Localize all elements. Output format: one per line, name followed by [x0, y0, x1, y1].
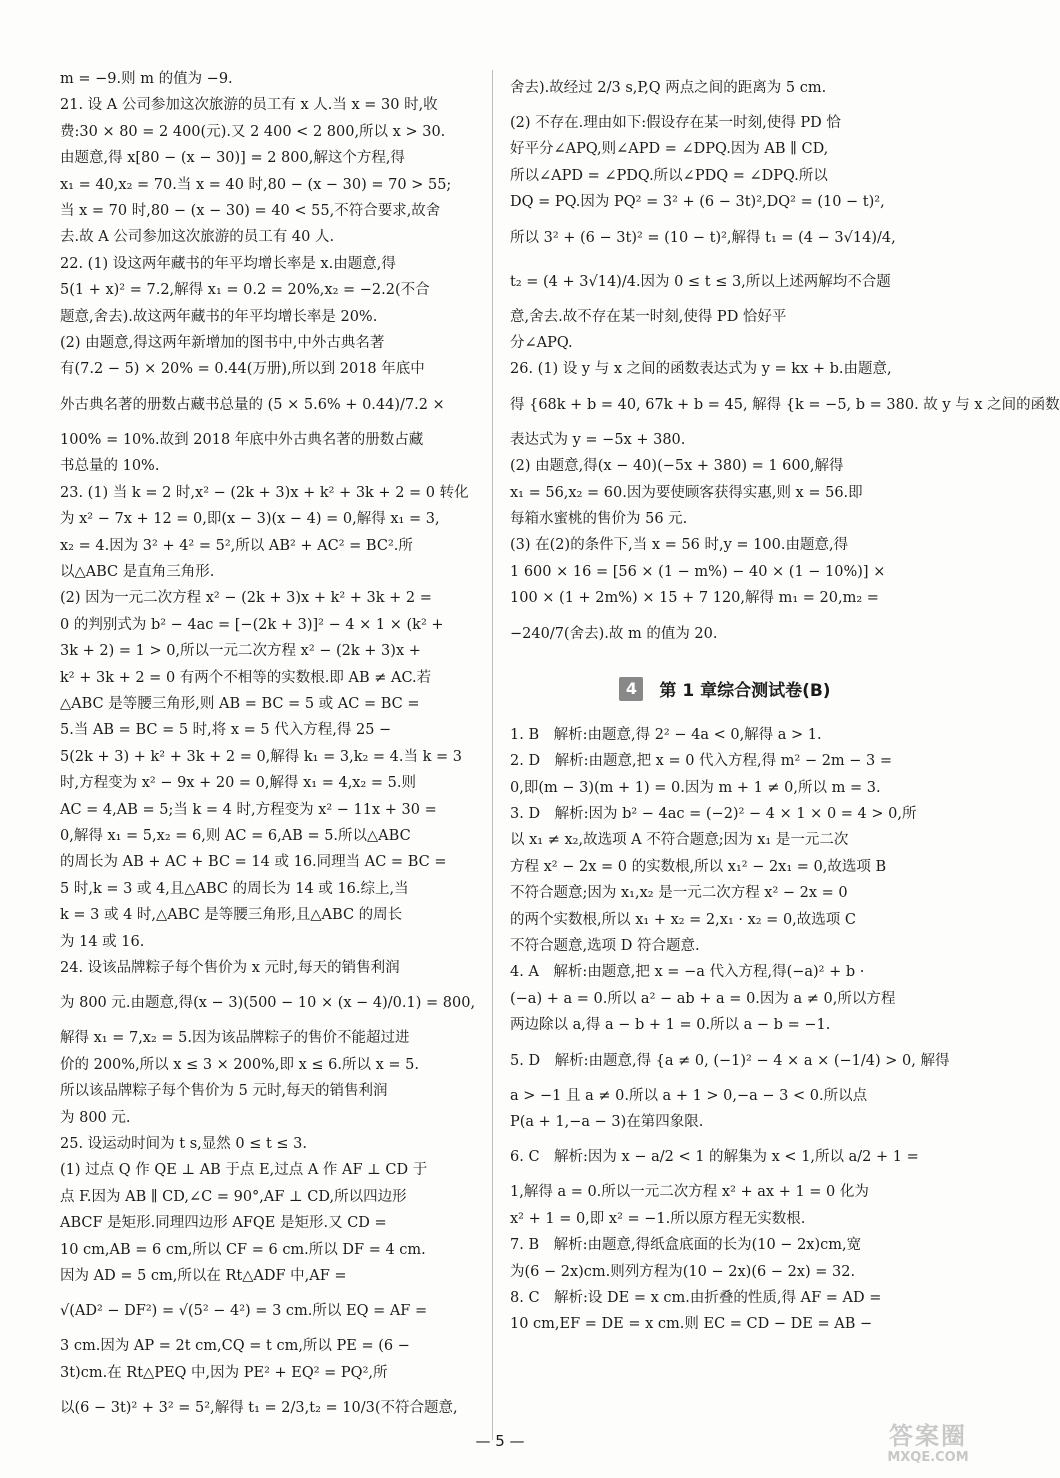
- text-line: 去.故 A 公司参加这次旅游的员工有 40 人.: [60, 229, 335, 246]
- text-line: k = 3 或 4 时,△ABC 是等腰三角形,且△ABC 的周长: [60, 907, 403, 924]
- text-line: √(AD² − DF²) = √(5² − 4²) = 3 cm.所以 EQ = AF =: [60, 1303, 428, 1320]
- text-line: 为 x² − 7x + 12 = 0,即(x − 3)(x − 4) = 0,解得 x₁ = 3,: [60, 511, 440, 528]
- watermark-logo: [868, 1422, 988, 1470]
- text-line: 5.当 AB = BC = 5 时,将 x = 5 代入方程,得 25 −: [60, 722, 392, 739]
- text-line: 意,舍去.故不存在某一时刻,使得 PD 恰好平: [510, 308, 787, 325]
- text-line: 23. (1) 当 k = 2 时,x² − (2k + 3)x + k² + 3k + 2 = 0 转化: [60, 484, 469, 501]
- text-line: k² + 3k + 2 = 0 有两个不相等的实数根.即 AB ≠ AC.若: [60, 669, 432, 686]
- text-line: a > −1 且 a ≠ 0.所以 a + 1 > 0,−a − 3 < 0.所以点: [510, 1087, 868, 1104]
- text-line: −240/7(舍去).故 m 的值为 20.: [510, 625, 718, 642]
- text-line: △ABC 是等腰三角形,则 AB = BC = 5 或 AC = BC =: [60, 695, 420, 712]
- left-column: [60, 66, 480, 1430]
- text-line: 不符合题意,选项 D 符合题意.: [510, 937, 700, 954]
- section-heading: [510, 656, 940, 722]
- text-line: 解得 x₁ = 7,x₂ = 5.因为该品牌粽子的售价不能超过进: [60, 1030, 410, 1047]
- text-line: (2) 因为一元二次方程 x² − (2k + 3)x + k² + 3k + 2 =: [60, 590, 432, 607]
- text-line: 方程 x² − 2x = 0 的实数根,所以 x₁² − 2x₁ = 0,故选项 B: [510, 858, 887, 875]
- text-line: 1. B 解析:由题意,得 2² − 4a < 0,解得 a > 1.: [510, 726, 822, 743]
- text-line: 好平分∠APQ,则∠APD = ∠DPQ.因为 AB ∥ CD,: [510, 141, 829, 158]
- text-line: 3k + 2) = 1 > 0,所以一元二次方程 x² − (2k + 3)x +: [60, 643, 421, 660]
- text-line: 5. D 解析:由题意,得 {a ≠ 0, (−1)² − 4 × a × (−1/4) > 0, 解得: [510, 1052, 950, 1069]
- continued-solutions: [510, 66, 1060, 656]
- text-line: ABCF 是矩形.同理四边形 AFQE 是矩形.又 CD =: [60, 1215, 387, 1232]
- text-line: 24. 设该品牌粽子每个售价为 x 元时,每天的销售利润: [60, 960, 400, 976]
- text-line: 3. D 解析:因为 b² − 4ac = (−2)² − 4 × 1 × 0 = 4 > 0,所: [510, 805, 917, 822]
- text-line: 3 cm.因为 AP = 2t cm,CQ = t cm,所以 PE = (6 −: [60, 1338, 410, 1355]
- text-line: 外古典名著的册数占藏书总量的 (5 × 5.6% + 0.44)/7.2 ×: [60, 396, 445, 413]
- text-line: (3) 在(2)的条件下,当 x = 56 时,y = 100.由题意,得: [510, 537, 849, 554]
- text-line: 10 cm,AB = 6 cm,所以 CF = 6 cm.所以 DF = 4 cm.: [60, 1241, 426, 1258]
- text-line: 的周长为 AB + AC + BC = 14 或 16.同理当 AC = BC =: [60, 854, 447, 871]
- text-line: x₂ = 4.因为 3² + 4² = 5²,所以 AB² + AC² = BC².所: [60, 537, 413, 554]
- text-line: 0,即(m − 3)(m + 1) = 0.因为 m + 1 ≠ 0,所以 m = 3.: [510, 779, 881, 796]
- text-line: 10 cm,EF = DE = x cm.则 EC = CD − DE = AB −: [510, 1316, 873, 1333]
- text-line: 所以∠APD = ∠PDQ.所以∠PDQ = ∠DPQ.所以: [510, 167, 828, 184]
- text-line: 100% = 10%.故到 2018 年底中外古典名著的册数占藏: [60, 431, 424, 448]
- text-line: 题意,舍去).故这两年藏书的年平均增长率是 20%.: [60, 308, 378, 325]
- text-line: 表达式为 y = −5x + 380.: [510, 431, 686, 448]
- text-line: 以 x₁ ≠ x₂,故选项 A 不符合题意;因为 x₁ 是一元二次: [510, 832, 849, 849]
- text-line: 4. A 解析:由题意,把 x = −a 代入方程,得(−a)² + b ·: [510, 964, 865, 981]
- text-line: 8. C 解析:设 DE = x cm.由折叠的性质,得 AF = AD =: [510, 1290, 882, 1306]
- page-number: — 5 —: [475, 1432, 525, 1450]
- section-title: 第 1 章综合测试卷(B): [659, 681, 831, 702]
- right-column: [510, 66, 1060, 1338]
- text-line: 7. B 解析:由题意,得纸盒底面的长为(10 − 2x)cm,宽: [510, 1237, 862, 1254]
- text-line: 时,方程变为 x² − 9x + 20 = 0,解得 x₁ = 4,x₂ = 5.则: [60, 775, 416, 792]
- text-line: t₂ = (4 + 3√14)/4.因为 0 ≤ t ≤ 3,所以上述两解均不合题: [510, 273, 891, 290]
- text-line: 22. (1) 设这两年藏书的年平均增长率是 x.由题意,得: [60, 255, 396, 272]
- text-line: 每箱水蜜桃的售价为 56 元.: [510, 511, 688, 528]
- text-line: 得 {68k + b = 40, 67k + b = 45, 解得 {k = −5, b = 380. 故 y 与 x 之间的函数: [510, 396, 1060, 413]
- text-line: 100 × (1 + 2m%) × 15 + 7 120,解得 m₁ = 20,m₂ =: [510, 590, 879, 607]
- text-line: (−a) + a = 0.所以 a² − ab + a = 0.因为 a ≠ 0,所以方程: [510, 990, 896, 1007]
- text-line: 3t)cm.在 Rt△PEQ 中,因为 PE² + EQ² = PQ²,所: [60, 1364, 388, 1381]
- watermark-url: MXQE.COM: [887, 1450, 969, 1465]
- text-line: 6. C 解析:因为 x − a/2 < 1 的解集为 x < 1,所以 a/2 + 1 =: [510, 1149, 919, 1166]
- text-line: 书总量的 10%.: [60, 458, 160, 475]
- text-line: 以△ABC 是直角三角形.: [60, 563, 215, 580]
- text-line: 为 800 元.: [60, 1109, 131, 1126]
- text-line: 25. 设运动时间为 t s,显然 0 ≤ t ≤ 3.: [60, 1136, 307, 1153]
- text-line: 以(6 − 3t)² + 3² = 5²,解得 t₁ = 2/3,t₂ = 10/3(不符合题意,: [60, 1400, 458, 1417]
- text-line: 价的 200%,所以 x ≤ 3 × 200%,即 x ≤ 6.所以 x = 5.: [60, 1056, 419, 1073]
- text-line: (2) 不存在.理由如下:假设存在某一时刻,使得 PD 恰: [510, 115, 841, 131]
- text-line: P(a + 1,−a − 3)在第四象限.: [510, 1113, 704, 1130]
- text-line: (1) 过点 Q 作 QE ⊥ AB 于点 E,过点 A 作 AF ⊥ CD 于: [60, 1162, 428, 1179]
- text-line: 1 600 × 16 = [56 × (1 − m%) − 40 × (1 − 10%)] ×: [510, 563, 886, 580]
- text-line: 所以该品牌粽子每个售价为 5 元时,每天的销售利润: [60, 1083, 388, 1100]
- text-line: 2. D 解析:由题意,把 x = 0 代入方程,得 m² − 2m − 3 =: [510, 753, 893, 770]
- text-line: 点 F.因为 AB ∥ CD,∠C = 90°,AF ⊥ CD,所以四边形: [60, 1188, 407, 1205]
- text-line: 当 x = 70 时,80 − (x − 30) = 40 < 55,不符合要求,故舍: [60, 203, 441, 220]
- column-divider: [492, 70, 493, 1440]
- text-line: AC = 4,AB = 5;当 k = 4 时,方程变为 x² − 11x + 30 =: [60, 801, 437, 818]
- text-line: 26. (1) 设 y 与 x 之间的函数表达式为 y = kx + b.由题意,: [510, 361, 892, 378]
- text-line: 费:30 × 80 = 2 400(元).又 2 400 < 2 800,所以 x > 30.: [60, 123, 446, 140]
- text-line: 由题意,得 x[80 − (x − 30)] = 2 800,解这个方程,得: [60, 150, 405, 167]
- text-line: 为 800 元.由题意,得(x − 3)(500 − 10 × (x − 4)/0.1) = 800,: [60, 995, 476, 1012]
- text-line: 5(1 + x)² = 7.2,解得 x₁ = 0.2 = 20%,x₂ = −2.2(不合: [60, 282, 430, 299]
- text-line: x² + 1 = 0,即 x² = −1.所以原方程无实数根.: [510, 1210, 806, 1227]
- text-line: m = −9.则 m 的值为 −9.: [60, 71, 233, 87]
- text-line: 两边除以 a,得 a − b + 1 = 0.所以 a − b = −1.: [510, 1017, 831, 1034]
- text-line: 的两个实数根,所以 x₁ + x₂ = 2,x₁ · x₂ = 0,故选项 C: [510, 911, 856, 928]
- text-line: DQ = PQ.因为 PQ² = 3² + (6 − 3t)²,DQ² = (10 − t)²,: [510, 194, 885, 211]
- watermark-text: 答案圈: [889, 1422, 967, 1450]
- text-line: (2) 由题意,得这两年新增加的图书中,中外古典名著: [60, 335, 385, 352]
- section-number-badge: 4: [619, 677, 643, 701]
- text-line: 0 的判别式为 b² − 4ac = [−(2k + 3)]² − 4 × 1 × (k² +: [60, 616, 444, 633]
- text-line: 0,解得 x₁ = 5,x₂ = 6,则 AC = 6,AB = 5.所以△ABC: [60, 827, 411, 844]
- text-line: 5(2k + 3) + k² + 3k + 2 = 0,解得 k₁ = 3,k₂ = 4.当 k = 3: [60, 748, 462, 765]
- text-line: 因为 AD = 5 cm,所以在 Rt△ADF 中,AF =: [60, 1268, 347, 1285]
- text-line: 5 时,k = 3 或 4,且△ABC 的周长为 14 或 16.综上,当: [60, 880, 409, 897]
- text-line: 所以 3² + (6 − 3t)² = (10 − t)²,解得 t₁ = (4 − 3√14)/4,: [510, 229, 896, 246]
- text-line: (2) 由题意,得(x − 40)(−5x + 380) = 1 600,解得: [510, 458, 844, 475]
- text-line: 1,解得 a = 0.所以一元二次方程 x² + ax + 1 = 0 化为: [510, 1184, 869, 1201]
- text-line: 舍去).故经过 2/3 s,P,Q 两点之间的距离为 5 cm.: [510, 80, 827, 96]
- test-answers: [510, 722, 950, 1338]
- text-line: 为 14 或 16.: [60, 933, 145, 950]
- text-line: x₁ = 56,x₂ = 60.因为要使顾客获得实惠,则 x = 56.即: [510, 484, 863, 501]
- text-line: 分∠APQ.: [510, 335, 573, 352]
- text-line: 21. 设 A 公司参加这次旅游的员工有 x 人.当 x = 30 时,收: [60, 97, 438, 114]
- text-line: 为(6 − 2x)cm.则列方程为(10 − 2x)(6 − 2x) = 32.: [510, 1263, 856, 1280]
- text-line: x₁ = 40,x₂ = 70.当 x = 40 时,80 − (x − 30) = 70 > 55;: [60, 176, 452, 193]
- text-line: 有(7.2 − 5) × 20% = 0.44(万册),所以到 2018 年底中: [60, 361, 425, 378]
- text-line: 不符合题意;因为 x₁,x₂ 是一元二次方程 x² − 2x = 0: [510, 885, 848, 902]
